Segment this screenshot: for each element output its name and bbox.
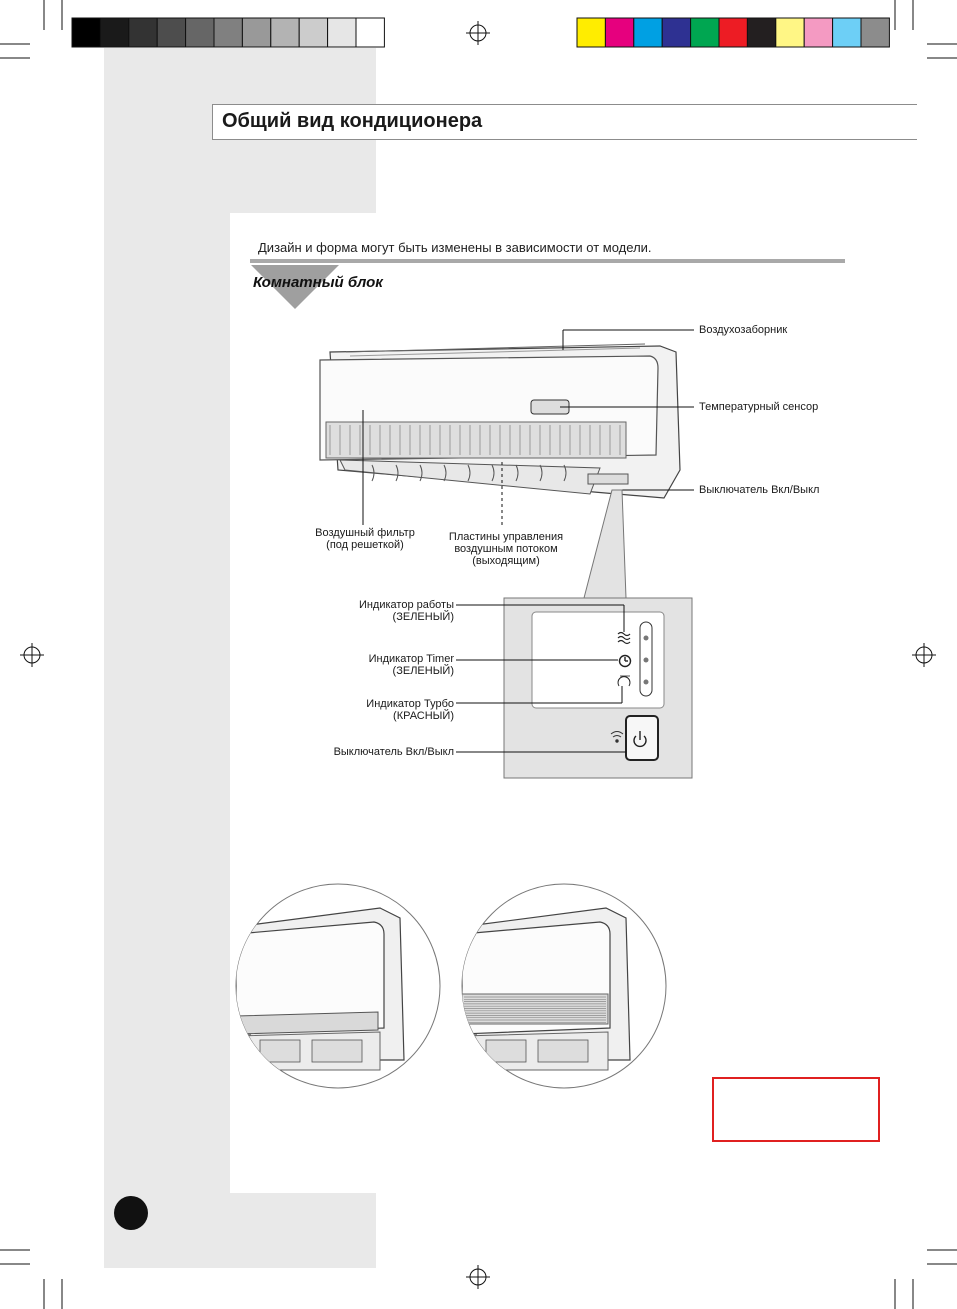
gray-swatch [356,18,384,47]
gray-swatch [100,18,128,47]
detail-view-left [236,884,440,1088]
label-air-filter-line1: Воздушный фильтр [315,527,415,539]
label-power-switch: Выключатель Вкл/Выкл [333,746,454,758]
detail-view-right [462,884,666,1088]
color-swatch [747,18,775,47]
indoor-unit-illustration [320,344,680,498]
registration-mark-icon [466,21,490,45]
section-heading: Комнатный блок [253,274,383,291]
gray-scale-bar [72,18,384,47]
gray-swatch [72,18,100,47]
label-timer-line1: Индикатор Timer [368,653,454,665]
control-panel-zoom [504,598,692,778]
color-swatch [577,18,605,47]
label-timer-line2: (ЗЕЛЕНЫЙ) [392,665,454,677]
power-button[interactable] [626,716,658,760]
label-operation-line2: (ЗЕЛЕНЫЙ) [392,611,454,623]
label-temp-sensor: Температурный сенсор [699,401,819,413]
gray-swatch [242,18,270,47]
color-swatch [719,18,747,47]
color-swatch [804,18,832,47]
page-number-dot [114,1196,148,1230]
page-title: Общий вид кондиционера [222,110,483,132]
label-louvers-line2: воздушным потоком [454,543,558,555]
gray-swatch [129,18,157,47]
label-operation-indicator [300,599,454,623]
color-swatch [833,18,861,47]
label-louvers-line3: (выходящим) [472,555,540,567]
gray-swatch [299,18,327,47]
gray-swatch [271,18,299,47]
gray-swatch [328,18,356,47]
color-swatch [634,18,662,47]
label-turbo-indicator [300,698,454,722]
label-power-switch-unit: Выключатель Вкл/Выкл [699,484,820,496]
gray-swatch [214,18,242,47]
registration-mark-icon [466,1265,490,1289]
color-swatch [861,18,889,47]
registration-mark-icon [912,643,936,667]
red-frame-box [712,1077,880,1142]
registration-mark-icon [20,643,44,667]
label-turbo-line2: (КРАСНЫЙ) [393,710,454,722]
label-louvers [436,531,576,567]
label-air-filter [298,527,432,551]
color-swatch [691,18,719,47]
label-air-filter-line2: (под решеткой) [326,539,404,551]
label-louvers-line1: Пластины управления [448,531,564,543]
color-swatch [776,18,804,47]
label-operation-line1: Индикатор работы [358,599,454,611]
label-turbo-line1: Индикатор Турбо [366,698,454,710]
color-swatch [605,18,633,47]
color-swatch [662,18,690,47]
label-timer-indicator [300,653,454,677]
color-swatch-bar [577,18,889,47]
zoom-wedge [584,490,626,598]
gray-swatch [186,18,214,47]
label-air-intake: Воздухозаборник [699,324,788,336]
design-note: Дизайн и форма могут быть изменены в зависимости от модели. [258,240,652,255]
gray-swatch [157,18,185,47]
